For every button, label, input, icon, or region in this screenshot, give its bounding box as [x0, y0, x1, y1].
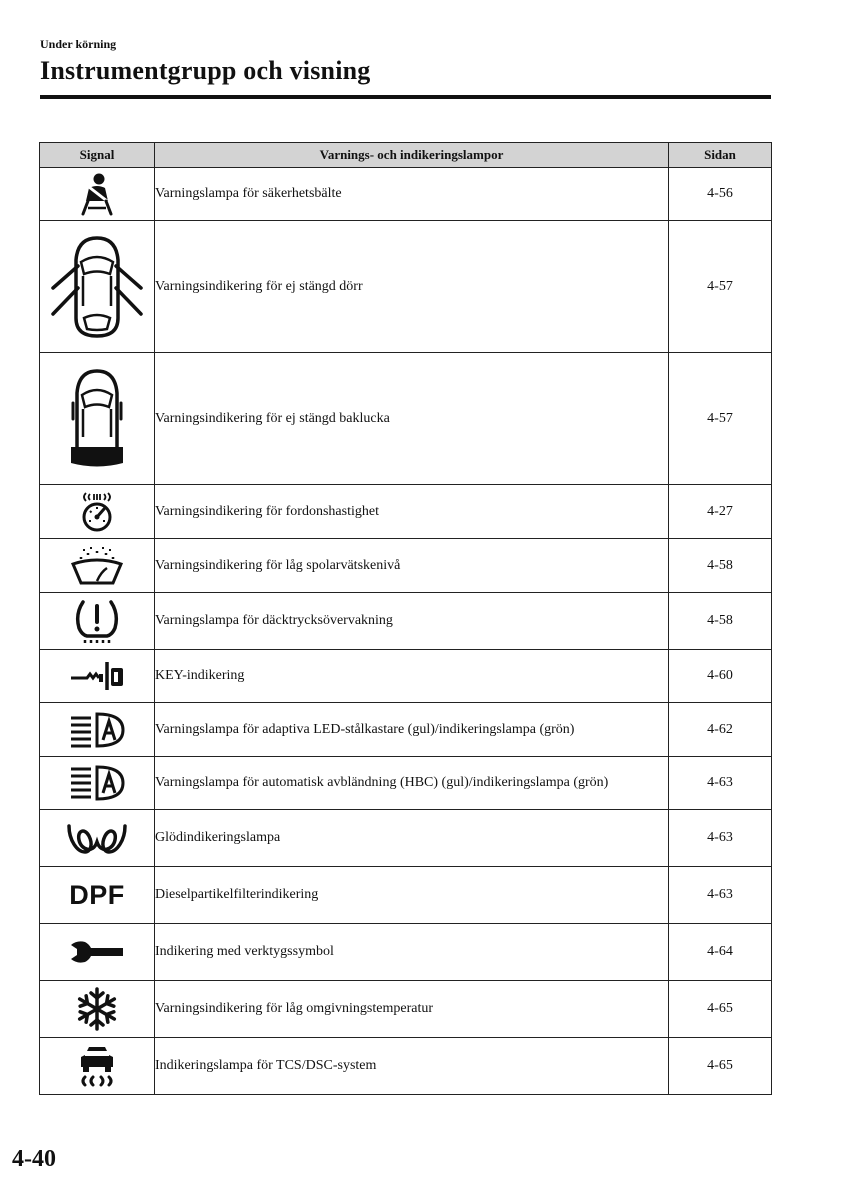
row-page: 4-58: [669, 539, 772, 593]
column-header-page: Sidan: [669, 143, 772, 168]
row-page: 4-62: [669, 703, 772, 757]
table-row: [40, 1038, 772, 1095]
table-row: [40, 221, 772, 353]
row-page: 4-65: [669, 1038, 772, 1095]
table-row: [40, 593, 772, 650]
table-row: [40, 924, 772, 981]
glow-plug-icon: [65, 820, 129, 856]
tire-pressure-icon: [71, 598, 123, 644]
table-row: [40, 703, 772, 757]
row-page: 4-57: [669, 221, 772, 353]
row-description: Glödindikeringslampa: [155, 810, 669, 867]
row-page: 4-27: [669, 485, 772, 539]
table-row: [40, 981, 772, 1038]
row-description: Varningsindikering för låg spolarvätskenivå: [155, 539, 669, 593]
table-row: [40, 867, 772, 924]
speedometer-alert-icon: [77, 491, 117, 533]
washer-fluid-icon: [69, 546, 125, 586]
row-page: 4-63: [669, 867, 772, 924]
row-description: Varningsindikering för ej stängd baklucka: [155, 353, 669, 485]
section-label: Under körning: [40, 37, 117, 51]
row-description: Dieselpartikelfilterindikering: [155, 867, 669, 924]
table-row: [40, 810, 772, 867]
column-header-description: Varnings- och indikeringslampor: [155, 143, 669, 168]
row-description: Varningslampa för automatisk avbländning (HBC) (gul)/indikeringslampa (grön): [155, 757, 669, 810]
row-description: Varningsindikering för ej stängd dörr: [155, 221, 669, 353]
table-row: [40, 650, 772, 703]
table-row: [40, 353, 772, 485]
column-header-signal: Signal: [40, 143, 155, 168]
row-description: Varningslampa för däcktrycksövervakning: [155, 593, 669, 650]
dpf-icon: DPF: [69, 879, 125, 910]
tcs-dsc-icon: [75, 1043, 119, 1089]
table-row: [40, 539, 772, 593]
key-icon: [69, 660, 125, 692]
snowflake-icon: [74, 986, 120, 1032]
wrench-icon: [69, 937, 125, 967]
table-row: [40, 757, 772, 810]
table-row: [40, 168, 772, 221]
row-page: 4-63: [669, 757, 772, 810]
row-page: 4-64: [669, 924, 772, 981]
door-open-icon: [49, 232, 145, 342]
title-rule: [40, 95, 771, 99]
signal-table: [39, 142, 772, 1095]
page-title: Instrumentgrupp och visning: [40, 56, 371, 85]
row-description: Indikeringslampa för TCS/DSC-system: [155, 1038, 669, 1095]
row-page: 4-63: [669, 810, 772, 867]
row-description: KEY-indikering: [155, 650, 669, 703]
table-header-row: [40, 143, 772, 168]
row-description: Varningslampa för säkerhetsbälte: [155, 168, 669, 221]
auto-highbeam-icon: [67, 763, 127, 803]
row-page: 4-58: [669, 593, 772, 650]
adaptive-headlight-icon: [67, 710, 127, 750]
row-page: 4-57: [669, 353, 772, 485]
row-description: Indikering med verktygssymbol: [155, 924, 669, 981]
row-description: Varningsindikering för låg omgivningstemperatur: [155, 981, 669, 1038]
seatbelt-icon: [77, 172, 117, 216]
row-description: Varningslampa för adaptiva LED-stålkastare (gul)/indikeringslampa (grön): [155, 703, 669, 757]
row-description: Varningsindikering för fordonshastighet: [155, 485, 669, 539]
row-page: 4-65: [669, 981, 772, 1038]
liftgate-open-icon: [67, 367, 127, 471]
table-row: [40, 485, 772, 539]
row-page: 4-56: [669, 168, 772, 221]
row-page: 4-60: [669, 650, 772, 703]
page-number: 4-40: [12, 1146, 56, 1172]
